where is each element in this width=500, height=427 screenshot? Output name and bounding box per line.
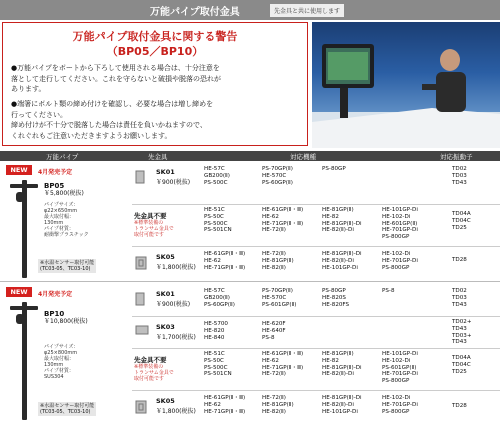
models-col-2: HE-72(Ⅱ) HE-81GP(Ⅱ) HE-82(Ⅱ) — [262, 395, 294, 415]
table-row — [132, 348, 500, 389]
tip-code: SK05 — [156, 397, 175, 405]
models-col-1: HE-61GP(Ⅱ・Ⅲ) HE-62 HE-71GP(Ⅱ・Ⅲ) — [204, 395, 246, 415]
models-col-3: HE-81GP(Ⅱ) HE-82 HE-81GP(Ⅱ)-Di HE-82(Ⅱ)-Di — [322, 351, 362, 378]
section-bp05 — [0, 162, 500, 282]
table-row — [132, 284, 500, 314]
pipe-clamp — [10, 306, 38, 310]
tip-code: SK01 — [156, 290, 175, 298]
header-bar — [0, 0, 500, 20]
new-tag: NEW — [6, 287, 32, 297]
models-col-1: HE-51C PS-50C PS-500C PS-501CN — [204, 207, 232, 234]
tip-price: ￥1,700(税抜) — [156, 334, 196, 341]
tip-code: SK05 — [156, 253, 175, 261]
tip-code: 先金具不要 — [134, 212, 167, 220]
tip-code: SK03 — [156, 323, 175, 331]
models-col-1: HE-61GP(Ⅱ・Ⅲ) HE-62 HE-71GP(Ⅱ・Ⅲ) — [204, 251, 246, 271]
bracket-icon — [134, 255, 150, 271]
sensor-note: ※水温センサー取付可能 (TC03-05、TC03-10) — [40, 260, 95, 272]
col-pipe: 万能パイプ — [46, 153, 79, 161]
model-price: ￥5,800(税抜) — [44, 190, 84, 197]
models-col-4: HE-101GP-Di HE-102-Di PS-601GP(Ⅱ) HE-701GP-Di PS-800GP — [382, 351, 418, 385]
col-transducer: 対応振動子 — [440, 153, 473, 161]
models-col-3: PS-80GP — [322, 166, 346, 172]
models-col-2: PS-70GP(Ⅱ) HE-570C PS-601GP(Ⅱ) — [262, 288, 297, 308]
col-tip: 先金具 — [148, 153, 168, 161]
table-row — [132, 316, 500, 347]
models-col-2: HE-620F HE-640F PS-8 — [262, 321, 286, 341]
bracket-icon — [134, 399, 150, 415]
transducer-list: TD04A TD04C TD25 — [452, 211, 471, 231]
tip-note: ※標準装備の トランサム金具で 取付可能です — [134, 364, 174, 382]
bracket-icon — [134, 169, 150, 185]
tip-price: ￥1,800(税抜) — [156, 264, 196, 271]
tip-price: ￥900(税抜) — [156, 179, 191, 186]
transducer-list: TD02 TD03 TD43 — [452, 166, 467, 186]
pipe-clamp — [10, 184, 38, 188]
transducer-list: TD28 — [452, 403, 467, 409]
col-models: 対応機種 — [290, 153, 316, 161]
model-price: ￥10,800(税抜) — [44, 318, 88, 325]
model-specs: パイプサイズ： φ22×650mm 最大取付幅： 130mm パイプ材質： 耐衝撃プラスチック — [44, 202, 89, 238]
models-col-4: HE-102-Di HE-701GP-Di PS-800GP — [382, 251, 418, 271]
pipe-knob — [16, 192, 24, 202]
tip-price: ￥900(税抜) — [156, 301, 191, 308]
transducer-list: TD02+ TD43 TD03+ TD43 — [452, 319, 472, 346]
table-row — [132, 162, 500, 192]
product-photo — [312, 22, 500, 148]
table-row — [132, 246, 500, 281]
table-header — [0, 151, 500, 161]
models-col-3: PS-80GP HE-820S HE-820FS — [322, 288, 350, 308]
table-row — [132, 204, 500, 245]
models-col-1: HE-5700 HE-820 HE-840 — [204, 321, 228, 341]
transducer-list: TD04A TD04C TD25 — [452, 355, 471, 375]
new-tag: NEW — [6, 165, 32, 175]
warning-title: 万能パイプ取付金具に関する警告 — [72, 30, 238, 43]
warning-paragraph-1: ●万能パイプをボートから下ろして使用される場合は、十分注意を 落として走行してください。これを守らないと破損や脱落の恐れが あります。 — [11, 64, 221, 93]
models-col-4: HE-102-Di HE-701GP-Di PS-800GP — [382, 395, 418, 415]
release-note: 4月発売予定 — [38, 169, 73, 176]
model-name: BP10 — [44, 310, 65, 318]
models-col-4: HE-101GP-Di HE-102-Di HE-601GP(Ⅱ) HE-701GP-Di PS-800GP — [382, 207, 418, 241]
bracket-icon — [134, 324, 150, 340]
transducer-list: TD02 TD03 TD43 — [452, 288, 467, 308]
transducer-list: TD28 — [452, 257, 467, 263]
bracket-icon — [134, 291, 150, 307]
pipe-knob — [16, 314, 24, 324]
models-col-2: HE-61GP(Ⅱ・Ⅲ) HE-62 HE-71GP(Ⅱ・Ⅲ) HE-72(Ⅱ) — [262, 207, 304, 234]
models-col-2: PS-70GP(Ⅱ) HE-570C PS-60GP(Ⅱ) — [262, 166, 293, 186]
warning-subtitle: （BP05／BP10） — [106, 45, 204, 58]
model-specs: パイプサイズ： φ25×800mm 最大取付幅： 130mm パイプ材質： SUS304 — [44, 344, 79, 380]
models-col-2: HE-61GP(Ⅱ・Ⅲ) HE-62 HE-71GP(Ⅱ・Ⅲ) HE-72(Ⅱ) — [262, 351, 304, 378]
models-col-1: HE-57C GB200(Ⅱ) PS-500C — [204, 166, 230, 186]
models-col-3: HE-81GP(Ⅱ)-Di HE-82(Ⅱ)-Di HE-101GP-Di — [322, 251, 362, 271]
boat-photo-illustration — [312, 22, 500, 148]
warning-paragraph-2: ●端箸にボルト類の締め付けを確認し、必要な場合は増し締めを 行ってください。 締め付けが不十分で脱落した場合は責任を負いかねますので、 くれぐれもご注意いただきますようお願いします。 — [11, 100, 214, 140]
page-title: 万能パイプ取付金具 — [150, 7, 240, 18]
tip-code: SK01 — [156, 168, 175, 176]
tip-price: ￥1,800(税抜) — [156, 408, 196, 415]
model-name: BP05 — [44, 182, 65, 190]
warning-box — [2, 22, 308, 146]
tip-note: ※標準装備の トランサム金具で 取付可能です — [134, 220, 174, 238]
models-col-3: HE-81GP(Ⅱ)-Di HE-82(Ⅱ)-Di HE-101GP-Di — [322, 395, 362, 415]
models-col-1: HE-51C PS-50C PS-500C PS-501CN — [204, 351, 232, 378]
models-col-3: HE-81GP(Ⅱ) HE-82 HE-81GP(Ⅱ)-Di HE-82(Ⅱ)-Di — [322, 207, 362, 234]
models-col-1: HE-57C GB200(Ⅱ) PS-60GP(Ⅱ) — [204, 288, 235, 308]
header-badge: 先金具と共に使用します — [270, 4, 344, 17]
models-col-2: HE-72(Ⅱ) HE-81GP(Ⅱ) HE-82(Ⅱ) — [262, 251, 294, 271]
models-col-4: PS-8 — [382, 288, 395, 294]
table-row — [132, 390, 500, 426]
section-bp10 — [0, 284, 500, 426]
release-note: 4月発売予定 — [38, 291, 73, 298]
sensor-note: ※水温センサー取付可能 (TC03-05、TC03-10) — [40, 403, 95, 415]
tip-code: 先金具不要 — [134, 356, 167, 364]
